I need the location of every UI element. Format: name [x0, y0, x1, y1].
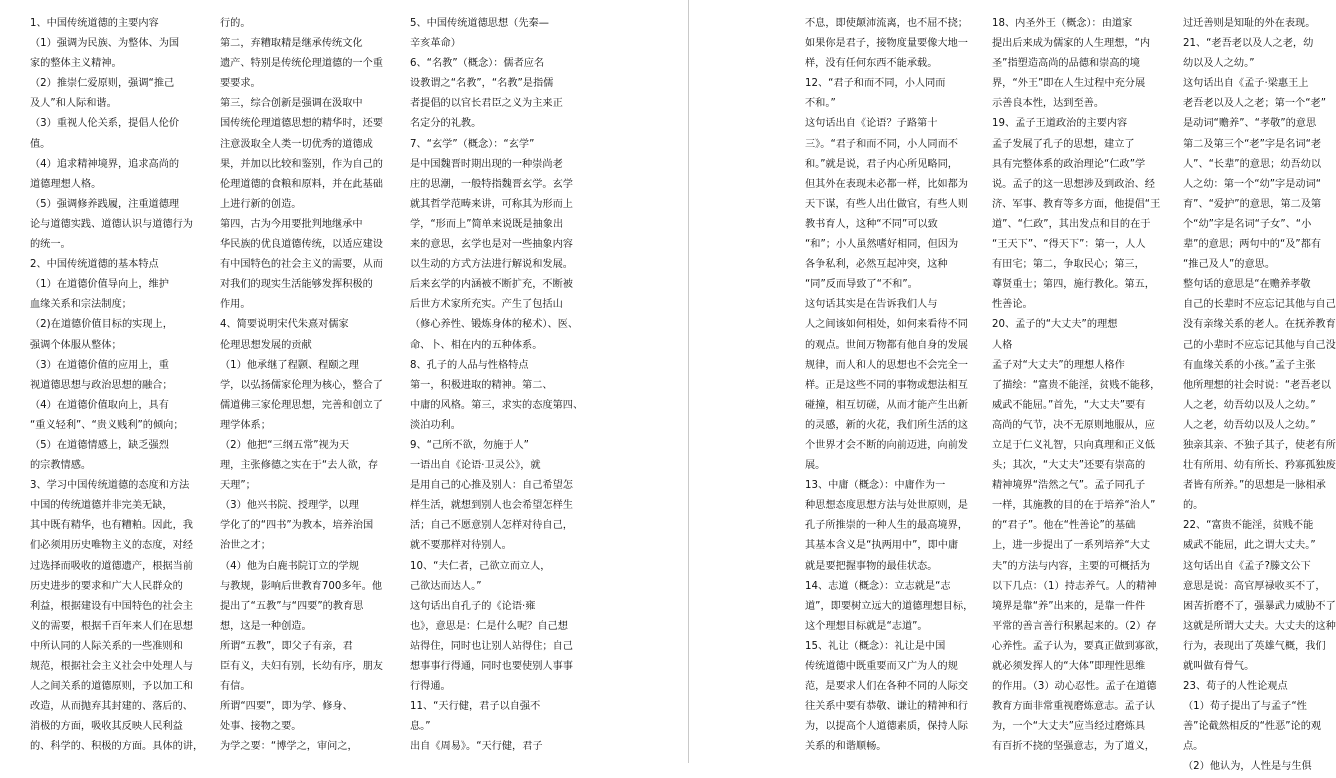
text-line: 是中国魏晋时期出现的一种崇尚老 — [410, 158, 563, 170]
text-line: 夫”的方法与内容，主要的可概括为 — [992, 560, 1151, 572]
text-line: “重义轻利”、“贵义贱利”的倾向； — [30, 419, 184, 431]
text-line: 想事事行得通，同时也要使别人事事 — [410, 661, 573, 672]
left-page-column-3 — [410, 14, 584, 759]
text-line: 第二，弃糟取精是继承传统文化 — [220, 38, 363, 50]
text-line: 威武不能屈。”首先，“大丈夫”要有 — [992, 399, 1146, 411]
text-line: 11、“天行健，君子以自强不 — [410, 701, 541, 713]
text-line: 道德理想人格。 — [30, 178, 102, 190]
text-line: 己的小辈时不应忘记其他与自己没 — [1183, 339, 1336, 351]
text-line: 出自《周易》。“天行健，君子 — [410, 741, 543, 753]
text-line: 如果你是君子，接物度量要像大地一 — [805, 38, 968, 50]
text-line: 教育方面非常重视磨炼意志。孟子认 — [992, 701, 1155, 713]
text-line: 过选择而吸收的道德遗产，根据当前 — [30, 560, 193, 572]
text-line: 一语出自《论语·卫灵公》，就 — [410, 460, 541, 472]
text-line: 人之老，幼吾幼以及人之幼。” — [1183, 399, 1316, 411]
text-line: （1）他承继了程颢、程颐之理 — [220, 359, 359, 371]
text-line: 的“君子”。他在“性善论”的基础 — [992, 520, 1136, 532]
text-line: 中国的传统道德并非完美无缺， — [30, 500, 173, 512]
text-line: 过迁善则是知耻的外在表现。 — [1183, 18, 1316, 29]
text-line: 是用自己的心推及别人：自己希望怎 — [410, 480, 573, 492]
text-line: 8、孔子的人品与性格特点 — [410, 359, 529, 371]
text-line: 15、礼让（概念）：礼让是中国 — [805, 640, 946, 652]
text-line: 往关系中要有恭敬、谦让的精神和行 — [805, 701, 968, 713]
text-line: 及人”和人际和谐。 — [30, 98, 117, 110]
text-line: 者皆有所养。”的思想是一脉相承 — [1183, 480, 1326, 492]
text-line: 所谓“四要”，即为学、修身、 — [220, 701, 353, 713]
text-line: 老吾老以及人之老；第一个“老” — [1183, 98, 1326, 110]
text-line: （3）在道德价值的应用上，重 — [30, 359, 169, 371]
text-line: 23、荀子的人性论观点 — [1183, 681, 1288, 693]
text-line: 行的。 — [220, 18, 251, 29]
text-line: 这句话出自《孟子?滕文公下 — [1183, 560, 1311, 572]
text-line: 提出后来成为儒家的人生理想，“内 — [992, 38, 1151, 50]
text-line: 后来玄学的内涵被不断扩充，不断被 — [410, 279, 573, 291]
text-line: 与教规，影响后世教育700多年。他 — [220, 580, 383, 592]
text-line: 尊贤重士；第四，施行教化。第五， — [992, 279, 1155, 291]
text-line: 9、“己所不欲，勿施于人” — [410, 439, 529, 451]
text-line: 们必须用历史唯物主义的态度，对经 — [30, 540, 193, 552]
text-line: 规律，而人和人的思想也不会完全一 — [805, 359, 968, 371]
text-line: 心养性。孟子认为，要真正做到寡欲， — [992, 640, 1166, 652]
text-line: 上，进一步提出了一系列培养“大丈 — [992, 540, 1151, 552]
text-line: 上进行新的创造。 — [220, 198, 302, 210]
text-line: 治世之才； — [220, 540, 271, 552]
text-line: 为学之要：“博学之，审问之， — [220, 741, 358, 753]
text-line: 20、孟子的“大丈夫”的理想 — [992, 319, 1118, 331]
text-line: “王天下”、“得天下”：第一，人人 — [992, 239, 1146, 251]
text-line: 2、中国传统道德的基本特点 — [30, 259, 159, 271]
text-line: 就其哲学范畴来讲，可称其为形而上 — [410, 198, 573, 210]
text-line: 7、“玄学”（概念）：“玄学” — [410, 138, 535, 150]
text-line: “和”；小人虽然嗜好相同，但因为 — [805, 239, 959, 251]
text-line: 孟子发展了孔子的思想，建立了 — [992, 138, 1135, 150]
text-line: 三》。“君子和而不同，小人同而不 — [805, 138, 958, 150]
text-line: 具有完整体系的政治理论“仁政”学 — [992, 158, 1146, 170]
text-line: 站得住，同时也让别人站得住；自己 — [410, 640, 573, 652]
text-line: 样生活，就想到别人也会希望怎样生 — [410, 500, 573, 512]
text-line: 说。孟子的这一思想涉及到政治、经 — [992, 178, 1155, 190]
text-line: 淡泊功利。 — [410, 419, 461, 431]
text-line: 关系的和谐顺畅。 — [805, 741, 887, 753]
text-line: 界，“外王”即在人生过程中充分展 — [992, 78, 1146, 90]
text-line: 第二及第三个“老”字是名词“老 — [1183, 138, 1322, 150]
text-line: 后世方术家所充实。产生了包括山 — [410, 299, 563, 311]
text-line: 18、内圣外王（概念）：由道家 — [992, 18, 1133, 29]
page-divider — [688, 0, 689, 763]
text-line: 样。正是这些不同的事物或想法相互 — [805, 379, 968, 391]
text-line: 规范，根据社会主义社会中处理人与 — [30, 661, 193, 672]
text-line: 人”、“长辈”的意思；幼吾幼以 — [1183, 158, 1322, 170]
text-line: 来的意思，玄学也是对一些抽象内容 — [410, 239, 573, 251]
text-line: （4）追求精神境界，追求高尚的 — [30, 158, 180, 170]
text-line: 没有亲缘关系的老人。在抚养教育 — [1183, 319, 1336, 331]
text-line: 这句话出自《论语？子路第十 — [805, 118, 938, 130]
text-line: （4）在道德价值取向上，具有 — [30, 399, 169, 411]
text-line: 注意汲取全人类一切优秀的道德成 — [220, 138, 373, 150]
right-page-column-2 — [992, 14, 1166, 759]
text-line: 就叫做有骨气。 — [1183, 661, 1255, 672]
text-line: 以生动的方式方法进行解说和发展。 — [410, 259, 573, 271]
text-line: 这句话出自孔子的《论语·雍 — [410, 600, 536, 612]
text-line: 名定分的礼教。 — [410, 118, 482, 130]
text-line: 中所认同的人际关系的一些准则和 — [30, 640, 183, 652]
text-line: 道”、“仁政”，其出发点和目的在于 — [992, 218, 1151, 230]
text-line: 家的整体主义精神。 — [30, 58, 122, 70]
text-line: 点。 — [1183, 741, 1204, 753]
text-line: 息。” — [410, 721, 431, 733]
text-line: 有田宅；第二，争取民心；第三， — [992, 259, 1145, 271]
text-line: 学，“形而上”简单来说既是抽象出 — [410, 218, 564, 230]
right-page-column-1 — [805, 14, 974, 759]
text-line: 儒道佛三家伦理思想，完善和创立了 — [220, 399, 383, 411]
text-line: 圣”指塑造高尚的品德和崇高的境 — [992, 58, 1140, 70]
text-line: 国传统伦理道德思想的精华时，还要 — [220, 118, 383, 130]
text-line: 活；自己不愿意别人怎样对待自己， — [410, 520, 573, 532]
text-line: 19、孟子王道政治的主要内容 — [992, 118, 1128, 130]
text-line: 头；其次，“大丈夫”还要有崇高的 — [992, 460, 1146, 472]
text-line: 有血缘关系的小孩。”孟子主张 — [1183, 359, 1316, 371]
text-line: 第四，古为今用要批判地继承中 — [220, 218, 363, 230]
text-line: 的灵感，新的火花，我们所生活的这 — [805, 419, 968, 431]
text-line: 为，以提高个人道德素质，保持人际 — [805, 721, 968, 733]
text-line: 的、科学的、积极的方面。具体的讲， — [30, 741, 204, 753]
text-line: （1）在道德价值导向上，维护 — [30, 279, 169, 291]
text-line: 意思是说：高官厚禄收买不了， — [1183, 580, 1326, 592]
text-line: 人之间该如何相处，如何来看待不同 — [805, 319, 968, 331]
text-line: 者提倡的以官长君臣之义为主来正 — [410, 98, 563, 110]
text-line: 第一，积极进取的精神。第二、 — [410, 379, 553, 391]
text-line: 教书育人，这种“不同”可以致 — [805, 218, 938, 230]
text-line: 就不要那样对待别人。 — [410, 540, 512, 552]
text-line: 独亲其亲、不独子其子，使老有所 — [1183, 439, 1336, 451]
text-line: 也》，意思是：仁是什么呢？自己想 — [410, 620, 568, 632]
text-line: 1、中国传统道德的主要内容 — [30, 18, 159, 29]
text-line: 血缘关系和宗法制度； — [30, 299, 132, 311]
text-line: 的宗教情感。 — [30, 460, 92, 472]
text-line: 高尚的气节，决不无原则地服从，应 — [992, 419, 1155, 431]
text-line: 行得通。 — [410, 681, 451, 693]
text-line: 的统一。 — [30, 239, 71, 251]
text-line: 其基本含义是“执两用中”，即中庸 — [805, 540, 959, 552]
text-line: 道”，即要树立远大的道德理想目标， — [805, 600, 974, 612]
text-line: （5）在道德情感上，缺乏强烈 — [30, 439, 169, 451]
text-line: （5）强调修养践履，注重道德理 — [30, 198, 180, 210]
text-line: 果，并加以比较和鉴别，作为自己的 — [220, 158, 383, 170]
text-line: 个“幼”字是名词“子女”、“小 — [1183, 218, 1312, 230]
text-line: 其中既有精华，也有糟粕。因此，我 — [30, 520, 193, 532]
text-line: 遗产、特别是传统伦理道德的一个重 — [220, 58, 383, 70]
text-line: 理学体系； — [220, 419, 271, 431]
text-line: 14、志道（概念）：立志就是“志 — [805, 580, 951, 592]
text-line: 他所理想的社会时说：“老吾老以 — [1183, 379, 1331, 391]
text-line: 济、军事、教育等多方面，他提倡“王 — [992, 198, 1161, 210]
text-line: 不和。” — [805, 98, 836, 110]
text-line: 己欲达而达人。” — [410, 580, 482, 592]
text-line: 庄的思潮，一般特指魏晋玄学。玄学 — [410, 178, 573, 190]
text-line: 以下几点：（1）持志养气。人的精神 — [992, 580, 1157, 592]
text-line: 伦理思想发展的贡献 — [220, 339, 312, 351]
text-line: 5、中国传统道德思想（先秦— — [410, 18, 549, 29]
text-line: 消极的方面，吸收其反映人民利益 — [30, 721, 183, 733]
text-line: 一样，其施教的目的在于培养“治人” — [992, 500, 1156, 512]
left-page-column-1 — [30, 14, 204, 759]
text-line: 有百折不挠的坚强意志，为了道义， — [992, 741, 1155, 753]
text-line: 命、卜、相在内的五种体系。 — [410, 339, 543, 351]
text-line: 善”论截然相反的“性恶”论的观 — [1183, 721, 1322, 733]
text-line: （修心养性、锻炼身体的秘术）、医、 — [410, 319, 579, 331]
text-line: 孔子所推崇的一种人生的最高境界， — [805, 520, 968, 532]
text-line: 中庸的风格。第三，求实的态度第四、 — [410, 399, 584, 411]
text-line: （2）推崇仁爱原则，强调“推己 — [30, 78, 175, 90]
text-line: 要要求。 — [220, 78, 261, 90]
text-line: 视道德思想与政治思想的融合； — [30, 379, 173, 391]
text-line: 3、学习中国传统道德的态度和方法 — [30, 480, 190, 492]
text-line: 华民族的优良道德传统，以适应建设 — [220, 239, 383, 251]
text-line: （4）他为白鹿书院订立的学规 — [220, 560, 359, 572]
text-line: 4、简要说明宋代朱熹对儒家 — [220, 319, 349, 331]
text-line: 了描绘：“富贵不能淫，贫贱不能移， — [992, 379, 1161, 391]
text-line: 的。 — [1183, 500, 1204, 512]
text-line: 不息，即使颠沛流离，也不屈不挠； — [805, 18, 968, 29]
text-line: 育”、“爱护”的意思，第二及第 — [1183, 198, 1322, 210]
text-line: 21、“老吾老以及人之老，幼 — [1183, 38, 1314, 50]
text-line: 立足于仁义礼智，只向真理和正义低 — [992, 439, 1155, 451]
text-line: 人之幼：第一个“幼”字是动词“ — [1183, 178, 1322, 190]
text-line: 幼以及人之幼。” — [1183, 58, 1255, 70]
text-line: 这句话其实是在告诉我们人与 — [805, 299, 938, 311]
text-line: 行为，表现出了英雄气概，我们 — [1183, 640, 1326, 652]
text-line: 22、“富贵不能淫，贫贱不能 — [1183, 520, 1314, 532]
text-line: 改造，从而抛弃其封建的、落后的、 — [30, 701, 193, 713]
text-line: 处事、接物之要。 — [220, 721, 302, 733]
text-line: 传统道德中既重要而又广为人的规 — [805, 661, 958, 672]
text-line: 对我们的现实生活能够发挥积极的 — [220, 279, 373, 291]
text-line: 展。 — [805, 460, 826, 472]
text-line: 臣有义，夫妇有别，长幼有序，朋友 — [220, 661, 383, 672]
text-line: 第三，综合创新是强调在汲取中 — [220, 98, 363, 110]
text-line: 想，这是一种创造。 — [220, 620, 312, 632]
text-line: 利益，根据建设有中国特色的社会主 — [30, 600, 193, 612]
text-line: 人格 — [992, 339, 1013, 351]
text-line: 伦理道德的食粮和原料，并在此基础 — [220, 178, 383, 190]
text-line: 精神境界“浩然之气”。孟子同孔子 — [992, 480, 1146, 492]
text-line: 范，是要求人们在各种不同的人际交 — [805, 681, 968, 693]
text-line: （3）他兴书院、授理学，以理 — [220, 500, 359, 512]
text-line: 辛亥革命） — [410, 38, 461, 50]
text-line: 学化了的“四书”为教本，培养治国 — [220, 520, 374, 532]
text-line: （2)在道德价值目标的实现上， — [30, 319, 173, 331]
text-line: “同”反而导致了“不和”。 — [805, 279, 918, 291]
text-line: 提出了“五教”与“四要”的教育思 — [220, 600, 364, 612]
text-line: 天下谋，有些人出仕做官，有些人则 — [805, 198, 968, 210]
text-line: 性善论。 — [992, 299, 1033, 311]
text-line: 样，没有任何东西不能承载。 — [805, 58, 938, 70]
text-line: 境界是靠“养”出来的，是靠一件件 — [992, 600, 1146, 612]
text-line: 13、中庸（概念）：中庸作为一 — [805, 480, 946, 492]
text-line: （1）强调为民族、为整体、为国 — [30, 38, 180, 50]
text-line: 的观点。世间万物都有他自身的发展 — [805, 339, 968, 351]
text-line: （2）他认为，人性是与生俱 — [1183, 761, 1312, 773]
text-line: 强调个体服从整体； — [30, 339, 122, 351]
text-line: 有中国特色的社会主义的需要，从而 — [220, 259, 383, 271]
text-line: 整句话的意思是“在赡养孝敬 — [1183, 279, 1311, 291]
text-line: 理，主张修德之实在于“去人欲，存 — [220, 460, 379, 472]
text-line: 天理”； — [220, 480, 256, 492]
text-line: 个世界才会不断的向前迈进，向前发 — [805, 439, 968, 451]
text-line: 义的需要，根据千百年来人们在思想 — [30, 620, 193, 632]
text-line: 这就是所谓大丈夫。大丈夫的这种 — [1183, 620, 1336, 632]
text-line: 历史进步的要求和广大人民群众的 — [30, 580, 183, 592]
text-line: 自己的长辈时不应忘记其他与自己 — [1183, 299, 1336, 311]
text-line: 孟子对“大丈夫”的理想人格作 — [992, 359, 1125, 371]
text-line: 就是要把握事物的最佳状态。 — [805, 560, 938, 572]
left-page-column-2 — [220, 14, 385, 759]
text-line: 12、“君子和而不同，小人同而 — [805, 78, 946, 90]
text-line: （1）荀子提出了与孟子“性 — [1183, 701, 1307, 713]
text-line: 种思想态度思想方法与处世原则，是 — [805, 500, 968, 512]
text-line: 所谓“五教”，即父子有亲，君 — [220, 640, 353, 652]
text-line: 的作用。（3）动心忍性。孟子在道德 — [992, 681, 1157, 693]
text-line: 有信。 — [220, 681, 251, 693]
text-line: 值。 — [30, 138, 51, 150]
text-line: 示善良本性，达到至善。 — [992, 98, 1105, 110]
text-line: 碰撞，相互切磋，从而才能产生出新 — [805, 399, 968, 411]
text-line: 学，以弘扬儒家伦理为核心，整合了 — [220, 379, 383, 391]
text-line: 作用。 — [220, 299, 251, 311]
text-line: 平常的善言善行积累起来的。（2）存 — [992, 620, 1157, 632]
text-line: 人之间关系的道德原则，予以加工和 — [30, 681, 193, 693]
text-line: 10、“夫仁者，己欲立而立人， — [410, 560, 551, 572]
text-line: 辈”的意思；两句中的“及”都有 — [1183, 239, 1322, 251]
text-line: （2）他把“三纲五常”视为天 — [220, 439, 350, 451]
text-line: 设教谓之“名教”，“名教”是指儒 — [410, 78, 554, 90]
text-line: “推己及人”的意思。 — [1183, 259, 1276, 271]
text-line: 这个理想目标就是“志道”。 — [805, 620, 928, 632]
text-line: 但其外在表现未必都一样，比如都为 — [805, 178, 968, 190]
text-line: 人之老，幼吾幼以及人之幼。” — [1183, 419, 1316, 431]
text-line: 各争私利，必然互起冲突，这种 — [805, 259, 948, 271]
text-line: 困苦折磨不了，强暴武力威胁不了 — [1183, 600, 1336, 612]
text-line: 就必须发挥人的“大体”即理性思维 — [992, 661, 1146, 672]
text-line: 和。”就是说，君子内心所见略同， — [805, 158, 958, 170]
text-line: 论与道德实践、道德认识与道德行为 — [30, 218, 193, 230]
text-line: 这句话出自《孟子·梁惠王上 — [1183, 78, 1309, 90]
text-line: （3）重视人伦关系，提倡人伦价 — [30, 118, 180, 130]
right-page-column-3 — [1183, 14, 1336, 773]
text-line: 壮有所用、幼有所长、矜寡孤独废 — [1183, 460, 1336, 472]
text-line: 6、“名教”（概念）：儒者应名 — [410, 58, 545, 70]
text-line: 威武不能屈，此之谓大丈夫。” — [1183, 540, 1316, 552]
text-line: 为，一个“大丈夫”应当经过磨炼具 — [992, 721, 1146, 733]
text-line: 是动词“赡养”、“孝敬”的意思 — [1183, 118, 1317, 130]
